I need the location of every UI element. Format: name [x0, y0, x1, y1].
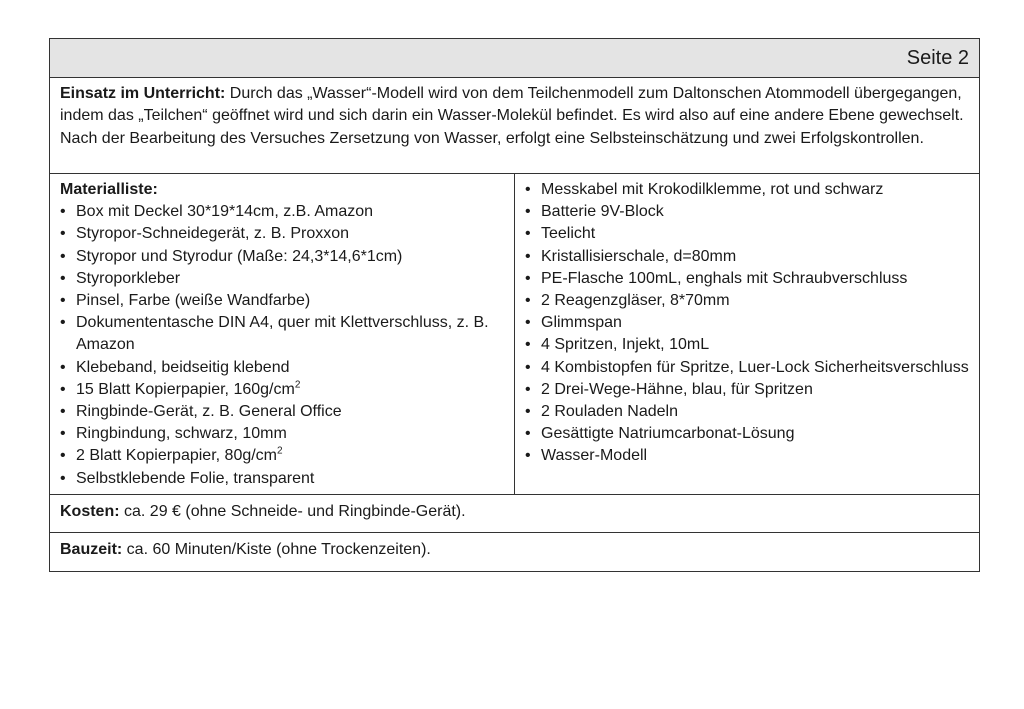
list-item: • Selbstklebende Folie, transparent	[60, 468, 504, 490]
header-row	[50, 39, 979, 78]
list-item: • Styropor-Schneidegerät, z. B. Proxxon	[60, 223, 504, 245]
materials-left-list	[60, 201, 504, 490]
list-item: • Wasser-Modell	[525, 445, 969, 467]
list-item: • Dokumententasche DIN A4, quer mit Klettverschluss, z. B. Amazon	[60, 312, 504, 356]
list-item: • Ringbinde-Gerät, z. B. General Office	[60, 401, 504, 423]
costs-text: ca. 29 € (ohne Schneide- und Ringbinde-Gerät).	[119, 503, 466, 520]
list-item: • Messkabel mit Krokodilklemme, rot und schwarz	[525, 179, 969, 201]
superscript: 2	[294, 379, 301, 391]
build-time-label: Bauzeit:	[60, 541, 123, 558]
list-item: • Kristallisierschale, d=80mm	[525, 246, 969, 268]
materials-row	[50, 174, 979, 495]
list-item: • PE-Flasche 100mL, enghals mit Schraubverschluss	[525, 268, 969, 290]
intro-row	[50, 78, 979, 174]
build-time-row	[50, 533, 979, 571]
list-item: • 15 Blatt Kopierpapier, $160g/cm^2$	[60, 379, 504, 401]
costs-label: Kosten:	[60, 503, 120, 520]
list-item: • Styropor und Styrodur (Maße: 24,3*14,6*1cm)	[60, 246, 504, 268]
list-item: • Box mit Deckel 30*19*14cm, z.B. Amazon	[60, 201, 504, 223]
list-item: • Gesättigte Natriumcarbonat-Lösung	[525, 423, 969, 445]
list-item: • 2 Rouladen Nadeln	[525, 401, 969, 423]
list-item: • 2 Blatt Kopierpapier, $80g/cm^2$	[60, 445, 504, 467]
document-table	[49, 38, 980, 572]
materials-left-column	[50, 174, 515, 494]
materials-right-list	[525, 179, 969, 468]
costs-row	[50, 495, 979, 533]
list-item: • Batterie 9V-Block	[525, 201, 969, 223]
list-item: • Pinsel, Farbe (weiße Wandfarbe)	[60, 290, 504, 312]
intro-text: Durch das „Wasser“-Modell wird von dem Teilchenmodell zum Daltonschen Atommodell übergegangen, indem das „Teilchen“ geöffnet wird und sich darin ein Wasser-Molekül befindet. Es wird also auf eine andere Ebene gewechselt. Nach der Bearbeitung des Versuches Zersetzung von Wasser, erfolgt eine Selbsteinschätzung und zwei Erfolgskontrollen.	[60, 85, 964, 147]
superscript: 2	[277, 446, 283, 458]
list-item: • Teelicht	[525, 223, 969, 245]
list-item: • Klebeband, beidseitig klebend	[60, 357, 504, 379]
list-item: • 4 Kombistopfen für Spritze, Luer-Lock Sicherheitsverschluss	[525, 357, 969, 379]
list-item: • 4 Spritzen, Injekt, 10mL	[525, 334, 969, 356]
build-time-text: ca. 60 Minuten/Kiste (ohne Trockenzeiten).	[122, 541, 431, 558]
materials-right-column	[515, 174, 979, 494]
list-item: • 2 Reagenzgläser, 8*70mm	[525, 290, 969, 312]
list-item: • 2 Drei-Wege-Hähne, blau, für Spritzen	[525, 379, 969, 401]
page-number: Seite 2	[906, 46, 969, 69]
intro-label: Einsatz im Unterricht:	[60, 85, 226, 102]
list-item: • Glimmspan	[525, 312, 969, 334]
list-item: • Styroporkleber	[60, 268, 504, 290]
list-item: • Ringbindung, schwarz, 10mm	[60, 423, 504, 445]
materials-heading: Materialliste:	[60, 181, 158, 198]
